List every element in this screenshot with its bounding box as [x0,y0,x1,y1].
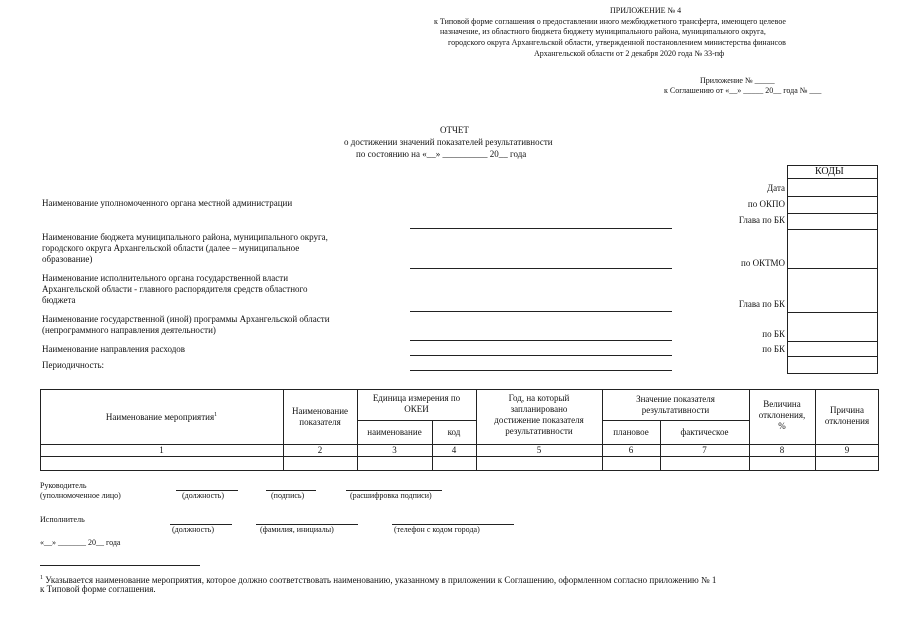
col-num-5: 5 [536,445,542,455]
col-num-8: 8 [779,445,785,455]
appendix-title: ПРИЛОЖЕНИЕ № 4 [610,6,682,15]
field-prog-line [410,340,672,341]
sig-position-caption: (должность) [182,491,224,500]
th-deviation: Величина отклонения, % [758,399,806,431]
th-value: Значение показателя результативности [636,394,715,415]
th-year: Год, на который запланировано достижение показателя результативности [494,393,584,436]
th-indicator: Наименование показателя [291,406,349,427]
footnote-separator [40,565,200,566]
col-num-2: 2 [317,445,323,455]
field-budget-label1: Наименование бюджета муниципального района, муниципального округа, [42,232,328,242]
appendix-line2: назначение, из областного бюджета бюджету муниципального района, муниципального округа, [440,27,766,36]
th-reason: Причина отклонения [824,405,870,426]
codes-date-label: Дата [767,183,785,193]
field-exec-label3: бюджета [42,295,76,305]
codes-bk2-label: по БК [762,344,785,354]
sig-head-label2: (уполномоченное лицо) [40,491,121,500]
codes-okpo-label: по ОКПО [747,199,785,209]
sig-head-label1: Руководитель [40,481,87,490]
col-num-1: 1 [159,445,164,455]
sig-exec-fio-caption: (фамилия, инициалы) [260,525,334,534]
codes-header: КОДЫ [815,166,844,177]
sig-signature-caption: (подпись) [271,491,305,500]
footnote-text1: $^1$ Указывается наименование мероприятия, которое должно соответствовать наименованию, указанному в приложении к Соглашению, оформленном согласно приложению № 1 [40,575,717,585]
field-direction-line [410,355,672,356]
th-event-footnote-ref: 1 [214,412,218,418]
footnote-text2: к Типовой форме соглашения. [40,584,156,594]
th-unit: Единица измерения по ОКЕИ [372,393,461,414]
field-org-line [410,228,672,229]
sig-decode-caption: (расшифровка подписи) [350,491,432,500]
th-unit-code: код [447,427,461,437]
field-exec-label1: Наименование исполнительного органа государственной власти [42,273,289,283]
appendix-line4: Архангельской области от 2 декабря 2020 года № 33-пф [534,49,725,58]
field-prog-label2: (непрограммного направления деятельности) [42,325,216,335]
appendix-line3: городского округа Архангельской области, утвержденной постановлением министерства финансов [448,38,786,47]
field-period-label: Периодичность: [42,360,105,370]
col-num-6: 6 [628,445,634,455]
sig-exec-phone-caption: (телефон с кодом города) [394,525,480,534]
attachment-agreement: к Соглашению от «__» _____ 20__ года № ___ [664,86,822,95]
field-org-label: Наименование уполномоченного органа местной администрации [42,198,293,208]
th-event: Наименование мероприятия$^1$ [105,412,218,422]
field-budget-label2: городского округа Архангельской области (далее – муниципальное [42,243,300,253]
sig-date: «__» _______ 20__ года [40,538,121,547]
th-actual: фактическое [680,427,729,437]
th-planned: плановое [613,427,649,437]
field-budget-label3: образование) [42,254,93,264]
col-num-4: 4 [451,445,457,455]
codes-oktmo-label: по ОКТМО [741,258,785,268]
report-subtitle2: по состоянию на «__» __________ 20__ года [356,149,527,159]
th-unit-name: наименование [367,427,422,437]
report-title: ОТЧЕТ [440,125,469,135]
attachment-number: Приложение № _____ [700,76,775,85]
footnote-mark: 1 [40,575,43,581]
codes-bk-head1-label: Глава по БК [738,215,785,225]
field-exec-label2: Архангельской области - главного распорядителя средств областного [42,284,308,294]
codes-bk-head2-label: Глава по БК [738,299,785,309]
field-prog-label1: Наименование государственной (иной) программы Архангельской области [42,314,330,324]
col-num-9: 9 [844,445,850,455]
field-direction-label: Наименование направления расходов [42,344,186,354]
col-num-3: 3 [392,445,397,455]
sig-exec-position-caption: (должность) [172,525,214,534]
sig-executor-label: Исполнитель [40,515,85,524]
codes-bk1-label: по БК [762,329,785,339]
appendix-line1: к Типовой форме соглашения о предоставлении иного межбюджетного трансферта, имеющего целевое [434,17,786,26]
field-budget-line [410,268,672,269]
report-subtitle1: о достижении значений показателей результативности [344,137,553,147]
col-num-7: 7 [702,445,707,455]
field-exec-line [410,311,672,312]
field-period-line [410,370,672,371]
